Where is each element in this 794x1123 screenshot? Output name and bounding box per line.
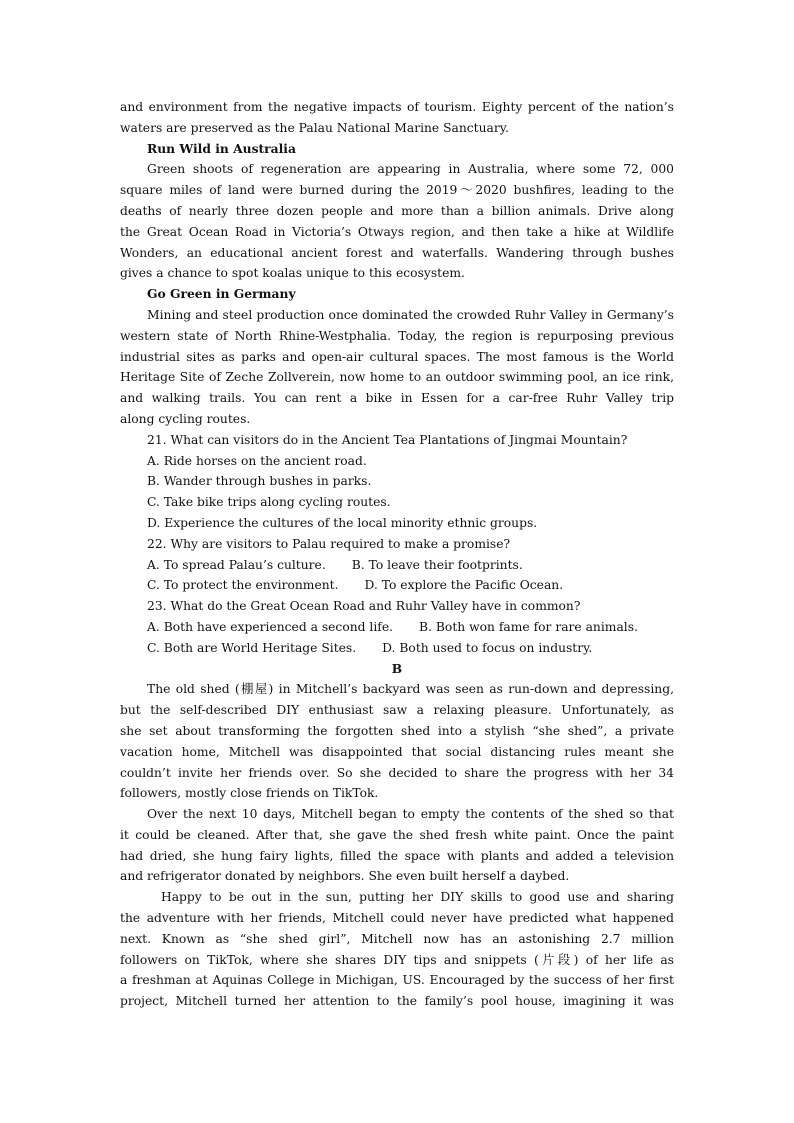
text-line: along cycling routes.	[120, 411, 251, 426]
question-23-option-d: D. Both used to focus on industry.	[382, 640, 593, 655]
text-line: had dried, she hung fairy lights, filled the space with plants and added a television	[120, 848, 674, 863]
text-line: and refrigerator donated by neighbors. She even built herself a daybed.	[120, 869, 570, 884]
text-line: gives a chance to spot koalas unique to this ecosystem.	[120, 266, 465, 281]
text-line: Mining and steel production once dominated the crowded Ruhr Valley in Germany’s	[147, 307, 674, 322]
question-22-options-row-1	[120, 555, 674, 576]
text-line: Green shoots of regeneration are appearing in Australia, where some 72, 000	[147, 162, 674, 177]
text-line: and environment from the negative impacts of tourism. Eighty percent of the nation’s	[120, 100, 674, 114]
text-line: Happy to be out in the sun, putting her DIY skills to good use and sharing	[161, 890, 674, 905]
text-line: square miles of land were burned during the 2019～2020 bushfires, leading to the	[120, 183, 674, 198]
question-23-options-row-1	[120, 617, 674, 638]
text-line: couldn’t invite her friends over. So she decided to share the progress with her 34	[120, 765, 674, 780]
text-line: the adventure with her friends, Mitchell could never have predicted what happened	[120, 911, 674, 926]
text-line: project, Mitchell turned her attention to the family’s pool house, imagining it was	[120, 994, 674, 1009]
text-line: a freshman at Aquinas College in Michigan, US. Encouraged by the success of her first	[120, 973, 674, 988]
text-line: The old shed (棚屋) in Mitchell’s backyard was seen as run-down and depressing,	[147, 682, 674, 697]
text-line: Wonders, an educational ancient forest and waterfalls. Wandering through bushes	[120, 245, 674, 260]
document-page	[120, 97, 674, 1012]
question-21-option-a: A. Ride horses on the ancient road.	[147, 453, 367, 468]
question-21-option-c: C. Take bike trips along cycling routes.	[147, 495, 391, 510]
text-line: followers on TikTok, where she shares DIY tips and snippets (片段) of her life as	[120, 952, 674, 967]
text-line: and walking trails. You can rent a bike in Essen for a car-free Ruhr Valley trip	[120, 391, 674, 406]
text-line: vacation home, Mitchell was disappointed that social distancing rules meant she	[120, 744, 674, 759]
section-label-b: B	[391, 660, 403, 676]
question-22-options-row-2	[120, 575, 674, 596]
text-line: the Great Ocean Road in Victoria’s Otways region, and then take a hike at Wildlife	[120, 224, 674, 239]
question-23-option-b: B. Both won fame for rare animals.	[419, 619, 638, 634]
text-line: Over the next 10 days, Mitchell began to empty the contents of the shed so that	[147, 807, 674, 822]
text-line: industrial sites as parks and open-air cultural spaces. The most famous is the World	[120, 349, 674, 364]
question-23-option-a: A. Both have experienced a second life.	[147, 619, 394, 634]
question-21-option-b: B. Wander through bushes in parks.	[147, 474, 372, 489]
section-heading-germany: Go Green in Germany	[147, 286, 296, 302]
question-21-option-d: D. Experience the cultures of the local minority ethnic groups.	[147, 515, 538, 530]
text-line: followers, mostly close friends on TikTok.	[120, 786, 379, 801]
question-22-option-b: B. To leave their footprints.	[351, 557, 523, 572]
text-line: western state of North Rhine-Westphalia. Today, the region is repurposing previous	[120, 328, 674, 343]
text-line: but the self-described DIY enthusiast saw a relaxing pleasure. Unfortunately, as	[120, 703, 674, 718]
question-22-option-a: A. To spread Palau’s culture.	[147, 557, 326, 572]
question-22-option-d: D. To explore the Pacific Ocean.	[364, 578, 564, 593]
text-line: it could be cleaned. After that, she gave the shed fresh white paint. Once the paint	[120, 827, 674, 842]
question-23-options-row-2	[120, 638, 674, 659]
section-heading-australia: Run Wild in Australia	[147, 140, 296, 156]
text-line: deaths of nearly three dozen people and more than a billion animals. Drive along	[120, 203, 674, 218]
question-23-option-c: C. Both are World Heritage Sites.	[147, 640, 357, 655]
question-22-option-c: C. To protect the environment.	[147, 578, 339, 593]
text-line: waters are preserved as the Palau National Marine Sanctuary.	[120, 120, 509, 135]
text-line: she set about transforming the forgotten shed into a stylish “she shed”, a private	[120, 723, 674, 738]
text-line: Heritage Site of Zeche Zollverein, now home to an outdoor swimming pool, an ice rink,	[120, 370, 674, 385]
text-line: next. Known as “she shed girl”, Mitchell now has an astonishing 2.7 million	[120, 931, 674, 946]
question-23-stem: 23. What do the Great Ocean Road and Ruhr Valley have in common?	[147, 599, 581, 614]
question-22-stem: 22. Why are visitors to Palau required to make a promise?	[147, 536, 511, 551]
question-21-stem: 21. What can visitors do in the Ancient Tea Plantations of Jingmai Mountain?	[147, 432, 628, 447]
